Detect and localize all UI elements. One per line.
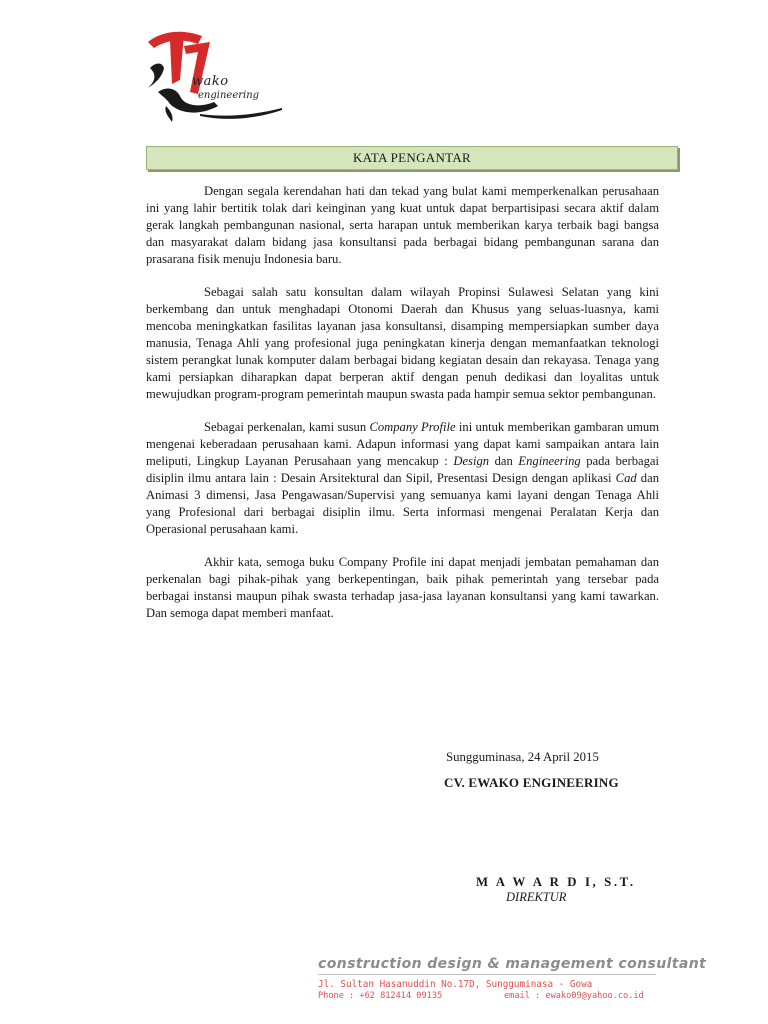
signer-name: M A W A R D I, S.T.	[476, 875, 636, 889]
italic-term: Engineering	[518, 454, 581, 468]
company-name: CV. EWAKO ENGINEERING	[444, 775, 619, 790]
italic-term: Company Profile	[369, 420, 456, 434]
text-run: pada berbagai disiplin ilmu antara lain : Desain Arsitektural dan Sipil, Presentasi Design dengan aplikasi	[146, 454, 659, 485]
text-run: ini untuk memberikan gambaran umum mengenai keberadaan perusahaan kami. Adapun informasi yang dapat kami sampaikan antara lain meliputi, Lingkup Layanan Perusahaan yang mencakup :	[146, 420, 659, 468]
text-run: Sebagai perkenalan, kami susun	[204, 420, 370, 434]
paragraph-consultant: Sebagai salah satu konsultan dalam wilayah Propinsi Sulawesi Selatan yang kini berkembang dan untuk menghadapi Otonomi Daerah dan Khusus yang seluas-luasnya, kami mencoba meningkatkan fasilitas layanan jasa konsultansi, disamping mempersiapkan sumber daya manusia, Tenaga Ahli yang profesional juga peningkatan kinerja dengan memanfaatkan teknologi sistem perangkat lunak komputer dalam berbagai bidang kegiatan desain dan rekayasa. Tenaga yang kami persiapkan diharapkan dapat berperan aktif dengan penuh dedikasi dan loyalitas untuk mewujudkan program-program pemerintah maupun swasta pada hampir semua sektor pembangunan.	[146, 285, 659, 401]
text-run: dan Animasi 3 dimensi, Jasa Pengawasan/Supervisi yang semuanya kami layani dengan Tenaga Ahli yang Profesional dari berbagai disiplin ilmu. Serta informasi mengenai Peralatan Kerja dan Operasional perusahaan kami.	[146, 471, 659, 536]
logo-word: wako	[192, 74, 229, 89]
logo-subtext: engineering	[198, 90, 260, 101]
footer-contact	[318, 991, 658, 1001]
company-logo	[140, 22, 290, 127]
paragraph-closing: Akhir kata, semoga buku Company Profile ini dapat menjadi jembatan pemahaman dan perkenalan bagi pihak-pihak yang berkepentingan, baik pihak pemerintah yang tersebar pada berbagai instansi maupun pihak swasta terhadap jasa-jasa layanan konsultansi yang kami tawarkan. Dan semoga dapat memberi manfaat.	[146, 555, 659, 620]
letter-body	[146, 183, 659, 622]
text-run: dan	[489, 454, 519, 468]
place-date: Sungguminasa, 24 April 2015	[446, 750, 599, 764]
footer-address: Jl. Sultan Hasanuddin No.17D, Sungguminasa - Gowa	[318, 979, 593, 990]
paragraph-intro: Dengan segala kerendahan hati dan tekad yang bulat kami memperkenalkan perusahaan ini yang lahir bertitik tolak dari keinginan yang kuat untuk dapat berpartisipasi secara aktif dalam gerak langkah pembangunan nasional, serta harapan untuk memberikan karya terbaik bagi bangsa dan masyarakat dalam bidang jasa konsultansi pada berbagai bidang pembangunan sarana dan prasarana fisik menuju Indonesia baru.	[146, 184, 659, 266]
footer-tagline: construction design & management consultant	[318, 956, 707, 972]
italic-term: Cad	[615, 471, 637, 485]
italic-term: Design	[453, 454, 490, 468]
footer-email: email : ewako09@yahoo.co.id	[504, 991, 644, 1001]
footer-divider	[318, 974, 656, 975]
footer-phone: Phone : +62 812414 09135	[318, 991, 443, 1001]
paragraph-company-profile	[146, 419, 659, 538]
page-title: KATA PENGANTAR	[146, 146, 678, 170]
signer-title: DIREKTUR	[506, 890, 567, 904]
